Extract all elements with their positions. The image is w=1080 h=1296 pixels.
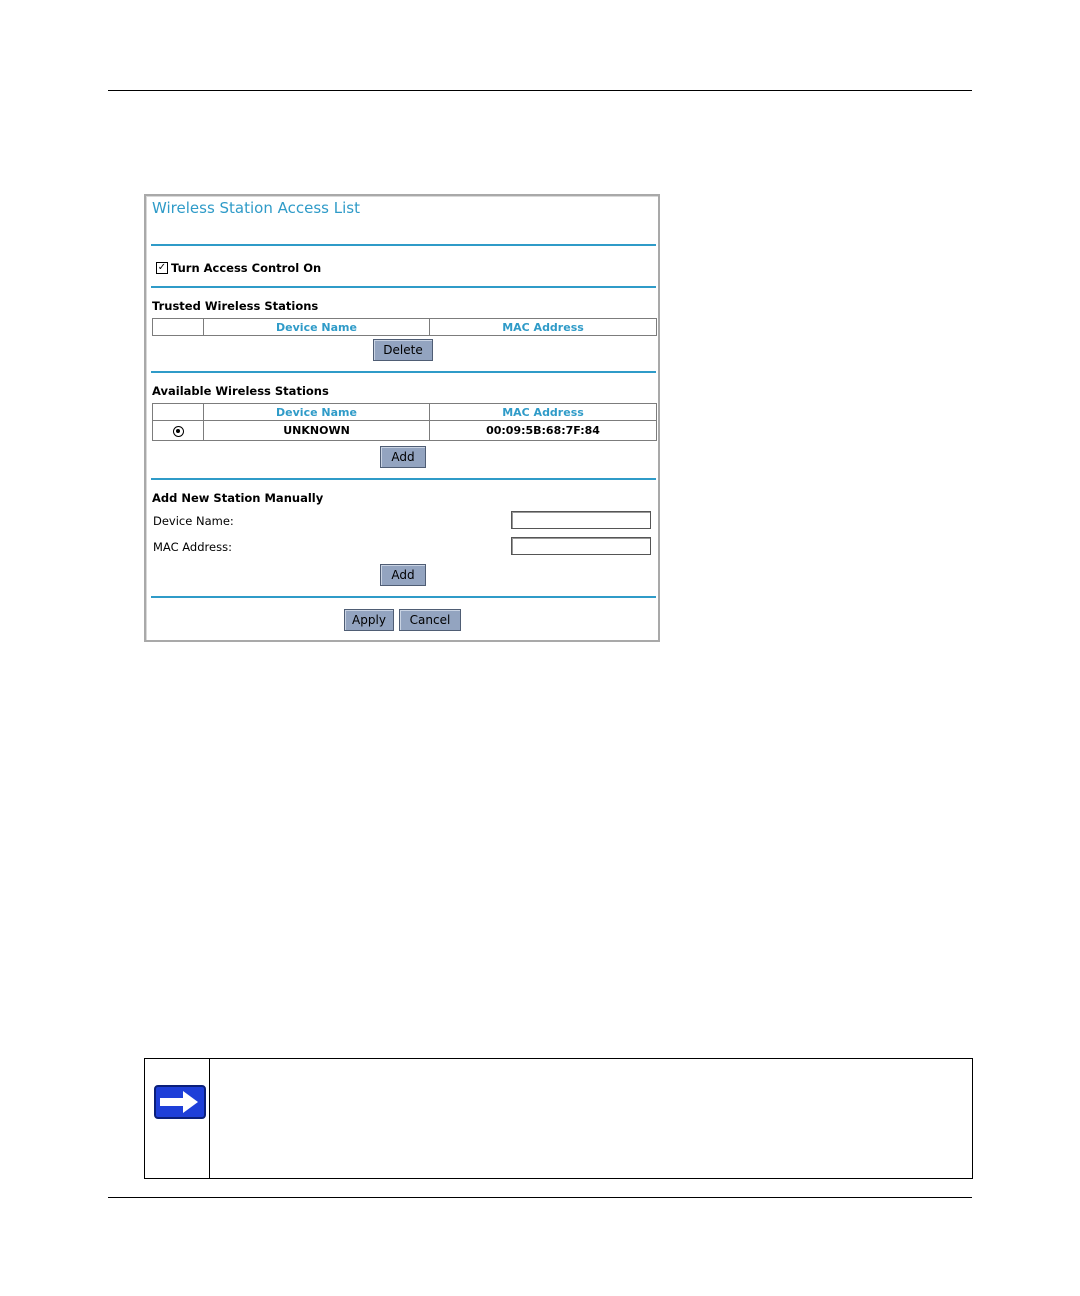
note-divider bbox=[209, 1059, 210, 1178]
mac-address-input[interactable] bbox=[511, 537, 651, 555]
available-stations-title: Available Wireless Stations bbox=[152, 384, 329, 398]
section-divider bbox=[151, 596, 656, 598]
add-available-button[interactable]: Add bbox=[380, 446, 426, 468]
wireless-access-list-panel bbox=[144, 194, 660, 642]
section-divider bbox=[151, 371, 656, 373]
section-divider bbox=[151, 244, 656, 246]
add-manual-button[interactable]: Add bbox=[380, 564, 426, 586]
apply-button[interactable]: Apply bbox=[344, 609, 394, 631]
device-name-column-header: Device Name bbox=[204, 319, 430, 336]
mac-address-column-header: MAC Address bbox=[430, 404, 657, 421]
trusted-stations-table bbox=[152, 318, 657, 336]
station-radio-button[interactable] bbox=[173, 426, 184, 437]
device-name-cell: UNKNOWN bbox=[204, 421, 430, 441]
panel-title: Wireless Station Access List bbox=[152, 199, 360, 217]
select-column-header bbox=[153, 319, 204, 336]
access-control-checkbox[interactable]: ✓ bbox=[157, 262, 167, 273]
mac-address-column-header: MAC Address bbox=[430, 319, 657, 336]
footer-rule bbox=[108, 1197, 972, 1198]
trusted-stations-title: Trusted Wireless Stations bbox=[152, 299, 319, 313]
device-name-input[interactable] bbox=[511, 511, 651, 529]
available-stations-table bbox=[152, 403, 657, 441]
header-rule bbox=[108, 90, 972, 91]
right-arrow-icon bbox=[154, 1085, 206, 1119]
select-column-header bbox=[153, 404, 204, 421]
delete-button[interactable]: Delete bbox=[373, 339, 433, 361]
section-divider bbox=[151, 478, 656, 480]
mac-address-label: MAC Address: bbox=[153, 540, 232, 554]
section-divider bbox=[151, 286, 656, 288]
mac-address-cell: 00:09:5B:68:7F:84 bbox=[430, 421, 657, 441]
note-box bbox=[144, 1058, 973, 1179]
device-name-label: Device Name: bbox=[153, 514, 234, 528]
table-header-row bbox=[153, 319, 657, 336]
device-name-column-header: Device Name bbox=[204, 404, 430, 421]
manual-add-title: Add New Station Manually bbox=[152, 491, 324, 505]
access-control-label: Turn Access Control On bbox=[171, 261, 322, 275]
station-select-cell bbox=[153, 421, 204, 441]
table-header-row bbox=[153, 404, 657, 421]
cancel-button[interactable]: Cancel bbox=[399, 609, 461, 631]
table-row bbox=[153, 421, 657, 441]
